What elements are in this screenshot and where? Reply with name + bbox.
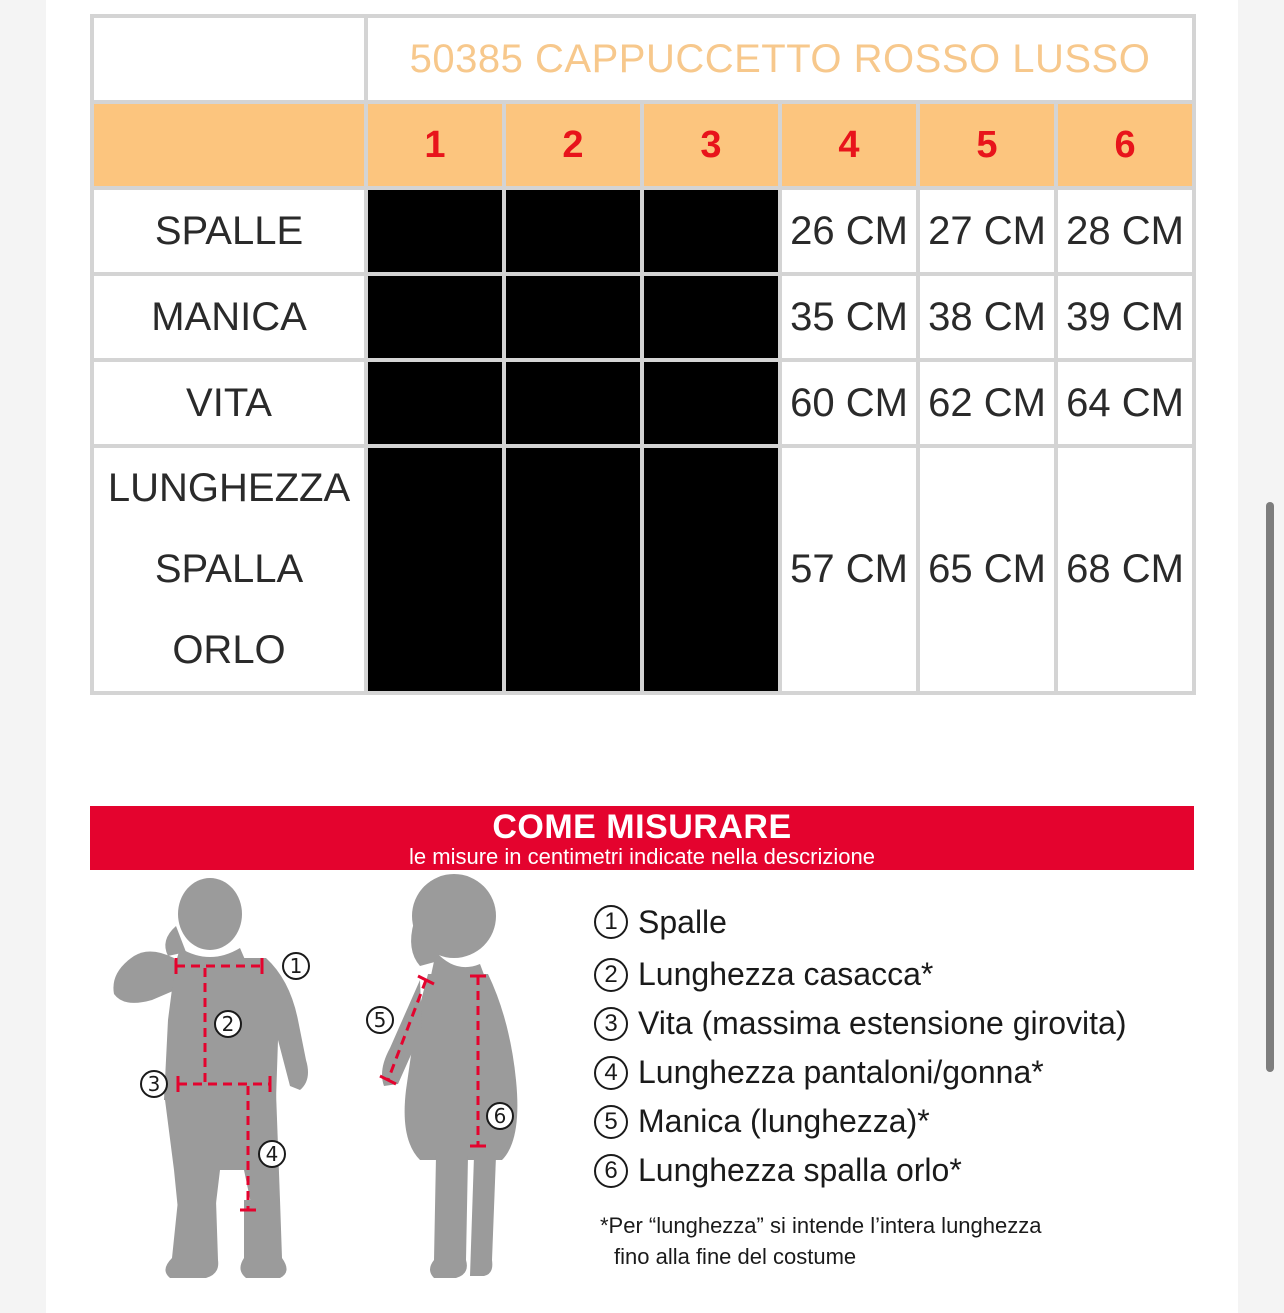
row-label-line: ORLO <box>172 628 286 672</box>
table-row <box>94 448 1192 691</box>
guide-title: COME MISURARE <box>492 808 792 846</box>
guide-banner <box>90 806 1194 870</box>
size-header: 4 <box>782 104 916 186</box>
row-label: MANICA <box>94 276 364 358</box>
size-header: 1 <box>368 104 502 186</box>
measuring-guide <box>90 806 1194 1286</box>
legend-item-vita <box>594 999 1194 1048</box>
legend-item-lunghezza-spalla-orlo <box>594 1146 1194 1195</box>
row-label-line: LUNGHEZZA <box>107 466 351 510</box>
figure-marker-4 <box>259 1141 285 1167</box>
unavailable-cell <box>506 276 640 358</box>
figure-marker-6 <box>487 1103 513 1129</box>
guide-subtitle: le misure in centimetri indicate nella descrizione <box>409 844 875 869</box>
footnote-line: fino alla fine del costume <box>614 1244 857 1269</box>
row-label: VITA <box>94 362 364 444</box>
figure-marker-label: 2 <box>221 1012 235 1036</box>
legend-number: 1 <box>594 905 628 939</box>
figure-marker-1 <box>283 953 309 979</box>
unavailable-cell <box>644 190 778 272</box>
figure-marker-label: 4 <box>265 1142 279 1166</box>
size-header-row <box>94 104 1192 186</box>
row-label: SPALLE <box>94 190 364 272</box>
legend-item-lunghezza-casacca <box>594 950 1194 999</box>
figure-marker-5 <box>367 1007 393 1033</box>
row-label-line: SPALLA <box>154 547 304 591</box>
legend-number: 6 <box>594 1154 628 1188</box>
legend-item-lunghezza-pantaloni <box>594 1048 1194 1097</box>
scrollbar-thumb[interactable] <box>1266 502 1274 1072</box>
table-row <box>94 276 1192 358</box>
measure-cell: 68 CM <box>1058 448 1192 691</box>
unavailable-cell <box>368 362 502 444</box>
legend-number: 4 <box>594 1056 628 1090</box>
legend-text: Manica (lunghezza)* <box>638 1103 930 1139</box>
size-header: 3 <box>644 104 778 186</box>
legend-number: 5 <box>594 1105 628 1139</box>
measure-cell: 26 CM <box>782 190 916 272</box>
figure-marker-label: 6 <box>493 1104 507 1128</box>
figure-marker-label: 1 <box>289 954 303 978</box>
measure-cell: 60 CM <box>782 362 916 444</box>
size-header: 6 <box>1058 104 1192 186</box>
unavailable-cell <box>644 276 778 358</box>
measure-cell: 38 CM <box>920 276 1054 358</box>
unavailable-cell <box>506 190 640 272</box>
table-row <box>94 362 1192 444</box>
legend-number: 3 <box>594 1007 628 1041</box>
row-label <box>94 448 364 691</box>
measure-cell: 65 CM <box>920 448 1054 691</box>
measure-cell: 64 CM <box>1058 362 1192 444</box>
measure-cell: 28 CM <box>1058 190 1192 272</box>
size-chart-table <box>90 14 1196 695</box>
unavailable-cell <box>506 448 640 691</box>
legend-text: Spalle <box>638 903 727 940</box>
measure-cell: 35 CM <box>782 276 916 358</box>
left-page-margin <box>0 0 46 1313</box>
unavailable-cell <box>644 448 778 691</box>
figure-marker-2 <box>215 1011 241 1037</box>
measurement-legend <box>594 894 1194 1195</box>
unavailable-cell <box>368 448 502 691</box>
measure-cell: 39 CM <box>1058 276 1192 358</box>
legend-text: Lunghezza pantaloni/gonna* <box>638 1054 1044 1090</box>
product-title: 50385 CAPPUCCETTO ROSSO LUSSO <box>368 18 1192 100</box>
unavailable-cell <box>506 362 640 444</box>
figure-marker-label: 3 <box>147 1072 161 1096</box>
figure-marker-label: 5 <box>373 1008 387 1032</box>
size-header: 5 <box>920 104 1054 186</box>
measure-cell: 57 CM <box>782 448 916 691</box>
legend-text: Vita (massima estensione girovita) <box>638 1005 1127 1041</box>
legend-item-spalle <box>594 894 1194 950</box>
footnote-line: *Per “lunghezza” si intende l’intera lunghezza <box>600 1213 1042 1238</box>
title-row <box>94 18 1192 100</box>
length-footnote <box>600 1210 1190 1272</box>
unavailable-cell <box>644 362 778 444</box>
side-child-silhouette <box>382 874 517 1278</box>
child-silhouettes-illustration <box>90 870 570 1290</box>
measure-cell: 62 CM <box>920 362 1054 444</box>
legend-text: Lunghezza spalla orlo* <box>638 1152 962 1188</box>
legend-item-manica <box>594 1097 1194 1146</box>
header-blank-cell <box>94 104 364 186</box>
size-header: 2 <box>506 104 640 186</box>
corner-cell <box>94 18 364 100</box>
legend-text: Lunghezza casacca* <box>638 956 934 992</box>
legend-number: 2 <box>594 958 628 992</box>
measure-cell: 27 CM <box>920 190 1054 272</box>
figure-marker-3 <box>141 1071 167 1097</box>
unavailable-cell <box>368 190 502 272</box>
table-row <box>94 190 1192 272</box>
unavailable-cell <box>368 276 502 358</box>
right-page-margin <box>1238 0 1284 1313</box>
